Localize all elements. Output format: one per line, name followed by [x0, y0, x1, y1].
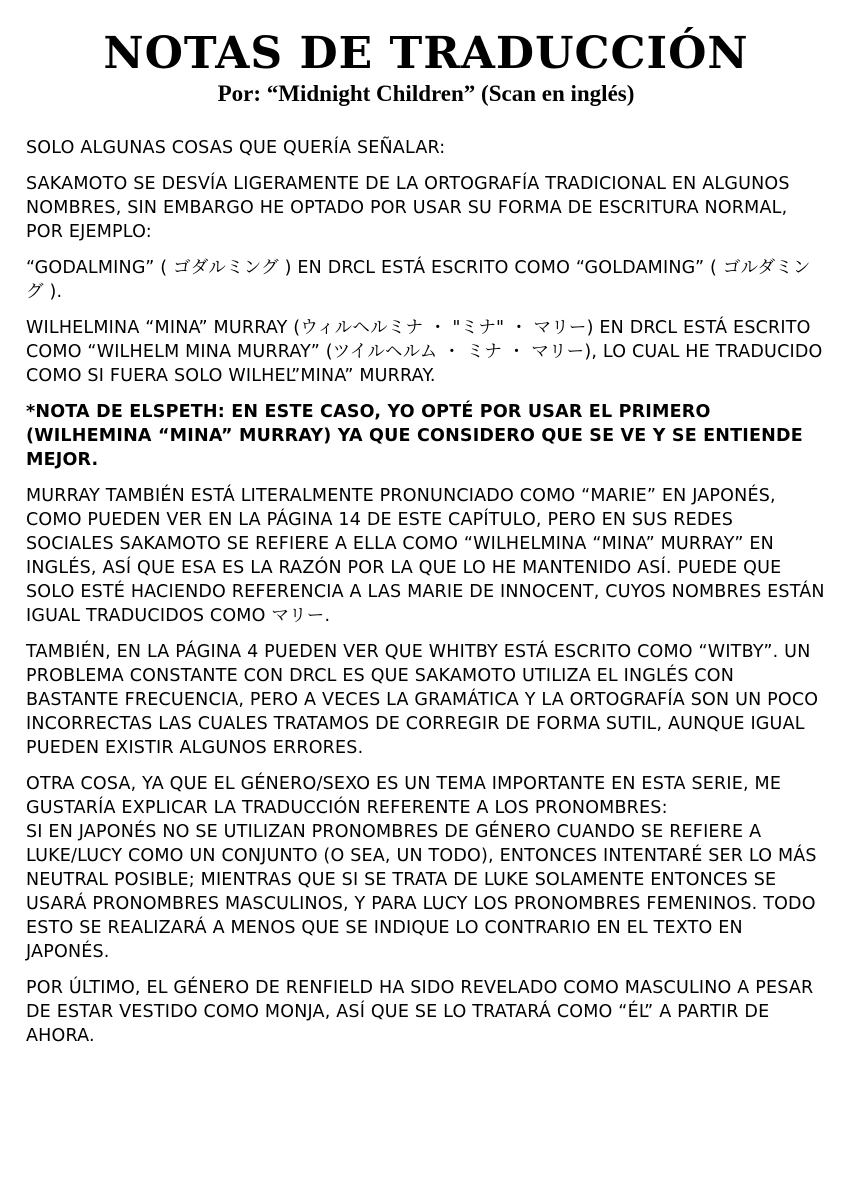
paragraph-spelling: SAKAMOTO SE DESVÍA LIGERAMENTE DE LA ORTOGRAFÍA TRADICIONAL EN ALGUNOS NOMBRES, SIN EMBARGO HE OPTADO POR USAR SU FORMA DE ESCRITURA NORMAL, POR EJEMPLO: — [26, 174, 790, 242]
paragraph-godalming-example: “GODALMING” ( ゴダルミング ) EN DRCL ESTÁ ESCRITO COMO “GOLDAMING” ( ゴルダミング ). — [26, 258, 811, 302]
page-subtitle: Por: “Midnight Children” (Scan en inglés) — [217, 81, 635, 106]
page-title: NOTAS DE TRADUCCIÓN — [103, 28, 749, 79]
paragraph-elspeth-note: *NOTA DE ELSPETH: EN ESTE CASO, YO OPTÉ POR USAR EL PRIMERO (WILHEMINA “MINA” MURRAY) YA QUE CONSIDERO QUE SE VE Y SE ENTIENDE MEJOR. — [26, 402, 803, 470]
paragraph-whitby: TAMBIÉN, EN LA PÁGINA 4 PUEDEN VER QUE WHITBY ESTÁ ESCRITO COMO “WITBY”. UN PROBLEMA CONSTANTE CON DRCL ES QUE SAKAMOTO UTILIZA EL INGLÉS CON BASTANTE FRECUENCIA, PERO A VECES LA GRAMÁTICA Y LA ORTOGRAFÍA SON UN POCO INCORRECTAS LAS CUALES TRATAMOS DE CORREGIR DE FORMA SUTIL, AUNQUE IGUAL PUEDEN EXISTIR ALGUNOS ERRORES. — [26, 642, 819, 758]
paragraph-pronouns: OTRA COSA, YA QUE EL GÉNERO/SEXO ES UN TEMA IMPORTANTE EN ESTA SERIE, ME GUSTARÍA EXPLICAR LA TRADUCCIÓN REFERENTE A LOS PRONOMBRES: SI EN JAPONÉS NO SE UTILIZAN PRONOMBRES DE GÉNERO CUANDO SE REFIERE A LUKE/LUCY COMO UN CONJUNTO (O SEA, UN TODO), ENTONCES INTENTARÉ SER LO MÁS NEUTRAL POSIBLE; MIENTRAS QUE SI SE TRATA DE LUKE SOLAMENTE ENTONCES SE USARÁ PRONOMBRES MASCULINOS, Y PARA LUCY LOS PRONOMBRES FEMENINOS. TODO ESTO SE REALIZARÁ A MENOS QUE SE INDIQUE LO CONTRARIO EN EL TEXTO EN JAPONÉS. — [26, 774, 817, 962]
paragraph-murray-marie: MURRAY TAMBIÉN ESTÁ LITERALMENTE PRONUNCIADO COMO “MARIE” EN JAPONÉS, COMO PUEDEN VER EN LA PÁGINA 14 DE ESTE CAPÍTULO, PERO EN SUS REDES SOCIALES SAKAMOTO SE REFIERE A ELLA COMO “WILHELMINA “MINA” MURRAY” EN INGLÉS, ASÍ QUE ESA ES LA RAZÓN POR LA QUE LO HE MANTENIDO ASÍ. PUEDE QUE SOLO ESTÉ HACIENDO REFERENCIA A LAS MARIE DE INNOCENT, CUYOS NOMBRES ESTÁN IGUAL TRADUCIDOS COMO マリー. — [26, 486, 825, 626]
notes-body — [26, 136, 826, 1048]
paragraph-renfield: POR ÚLTIMO, EL GÉNERO DE RENFIELD HA SIDO REVELADO COMO MASCULINO A PESAR DE ESTAR VESTIDO COMO MONJA, ASÍ QUE SE LO TRATARÁ COMO “ÉL” A PARTIR DE AHORA. — [26, 978, 814, 1046]
paragraph-intro: SOLO ALGUNAS COSAS QUE QUERÍA SEÑALAR: — [26, 138, 446, 158]
paragraph-mina-murray: WILHELMINA “MINA” MURRAY (ウィルヘルミナ ・ "ミナ" ・ マリー) EN DRCL ESTÁ ESCRITO COMO “WILHELM MINA MURRAY” (ツイルヘルム ・ ミナ ・ マリー), LO CUAL HE TRADUCIDO COMO SI FUERA SOLO WILHEL”MINA” MURRAY. — [26, 318, 823, 386]
